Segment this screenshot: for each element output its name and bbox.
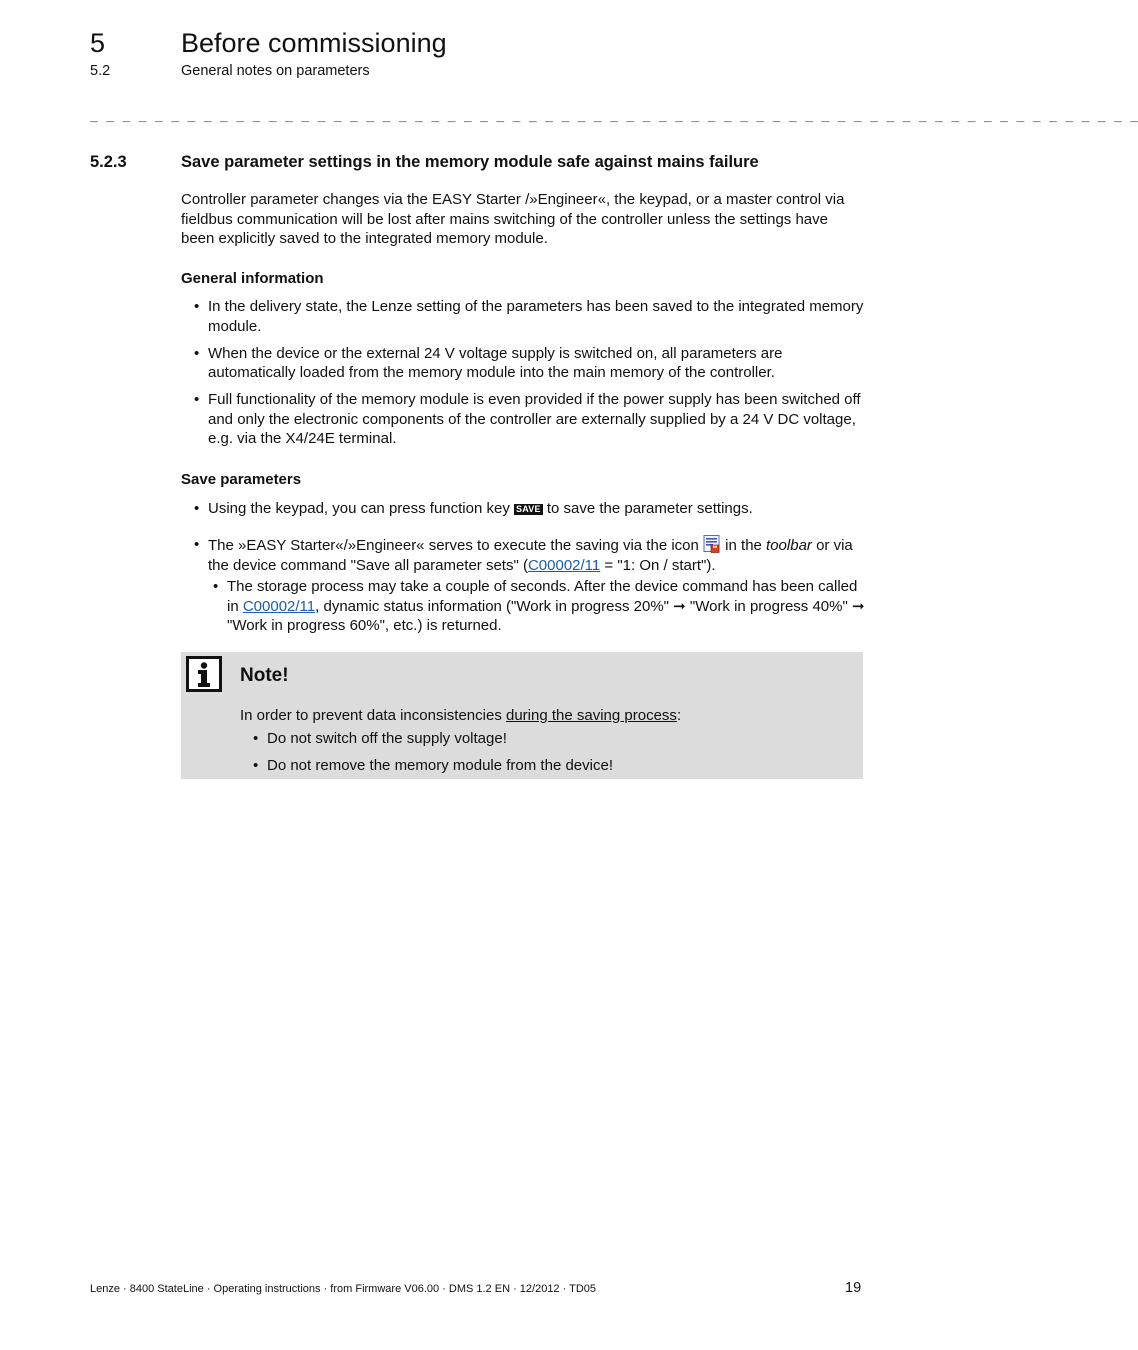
- bullet: •: [194, 391, 200, 408]
- list-item: [181, 344, 865, 383]
- info-icon: [186, 656, 222, 692]
- storage-process-item: [213, 577, 865, 636]
- intro-paragraph: Controller parameter changes via the EASY Starter /»Engineer«, the keypad, or a master control via fieldbus communication will be lost after mains switching of the controller unless the settings have been explicitly saved to the integrated memory module.: [181, 191, 845, 247]
- note-text-after: :: [676, 707, 682, 724]
- list-item: [181, 390, 865, 449]
- save-keypad-item: [181, 499, 865, 526]
- list-item-text: Full functionality of the memory module is even provided if the power supply has been switched off and only the electronic components of the controller are externally supplied by a 24 V DC voltage, e.g. via the X4/24E terminal.: [208, 391, 861, 447]
- note-title: Note!: [240, 665, 289, 686]
- list-item: [181, 499, 865, 519]
- toolbar-term: toolbar: [766, 537, 812, 554]
- section-title: General notes on parameters: [181, 63, 370, 79]
- subsection-title: Save parameter settings in the memory module safe against mains failure: [181, 153, 759, 171]
- easy-text-2: in the: [721, 537, 767, 554]
- list-item: [240, 729, 613, 749]
- note-text-before: In order to prevent data inconsistencies: [240, 707, 506, 724]
- page-number: 19: [845, 1280, 862, 1296]
- section-number: 5.2: [90, 63, 111, 79]
- bullet: •: [253, 757, 259, 774]
- bullet: •: [194, 298, 200, 315]
- subsection-number: 5.2.3: [90, 153, 127, 171]
- bullet: •: [194, 500, 200, 517]
- footer-text: Lenze · 8400 StateLine · Operating instructions · from Firmware V06.00 · DMS 1.2 EN · 12/2012 · TD05: [90, 1283, 597, 1295]
- save-parameters-heading: Save parameters: [181, 471, 302, 488]
- list-item-text: In the delivery state, the Lenze setting of the parameters has been saved to the integrated memory module.: [208, 298, 864, 335]
- list-item: [181, 535, 865, 575]
- chapter-title: Before commissioning: [181, 28, 447, 58]
- keypad-text-after: to save the parameter settings.: [542, 500, 753, 517]
- save-easy-starter-item: [181, 535, 865, 583]
- note-text-underlined: during the saving process: [506, 707, 677, 724]
- note-list: [240, 729, 613, 783]
- header-separator: _ _ _ _ _ _ _ _ _ _ _ _ _ _ _ _ _ _ _ _ _ _ _ _ _ _ _ _ _ _ _ _ _ _ _ _ _ _ _ _ _ _ _ _ _ _ _ _ _ _ _ _ _ _ _ _ _ _ _ _ _ _ _ _ _: [90, 108, 1138, 123]
- c00002-11-link[interactable]: C00002/11: [527, 556, 601, 574]
- note-box: [181, 652, 863, 779]
- chapter-number: 5: [90, 28, 106, 58]
- easy-text-3: or via the device command "Save all parameter sets" (: [208, 537, 853, 574]
- keypad-text-before: Using the keypad, you can press function key: [208, 500, 515, 517]
- list-item-text: When the device or the external 24 V voltage supply is switched on, all parameters are automatically loaded from the memory module into the main memory of the controller.: [208, 344, 783, 381]
- easy-text-4: = "1: On / start").: [600, 556, 716, 574]
- list-item: [240, 756, 613, 776]
- c00002-11-link-2[interactable]: C00002/11: [242, 597, 316, 615]
- note-text: [240, 706, 681, 726]
- general-information-heading: General information: [181, 270, 324, 287]
- save-all-parameter-sets-icon: [703, 535, 721, 553]
- storage-text-1: The storage process may take a couple of seconds. After the device command has been called in: [227, 578, 858, 615]
- save-key-icon: SAVE: [516, 504, 541, 514]
- general-information-list: [181, 297, 865, 456]
- list-item-text: Do not switch off the supply voltage!: [267, 730, 507, 747]
- storage-text-2: , dynamic status information ("Work in progress 20%" ➞ "Work in progress 40%" ➞ "Work in progress 60%", etc.) is returned.: [227, 597, 865, 634]
- bullet: •: [194, 536, 200, 553]
- bullet: •: [213, 578, 219, 595]
- bullet: •: [194, 344, 200, 362]
- list-item: [181, 297, 865, 336]
- storage-process-text: [227, 577, 865, 636]
- easy-text-1: The »EASY Starter«/»Engineer« serves to execute the saving via the icon: [208, 537, 704, 554]
- bullet: •: [253, 730, 259, 747]
- list-item-text: Do not remove the memory module from the device!: [267, 757, 613, 774]
